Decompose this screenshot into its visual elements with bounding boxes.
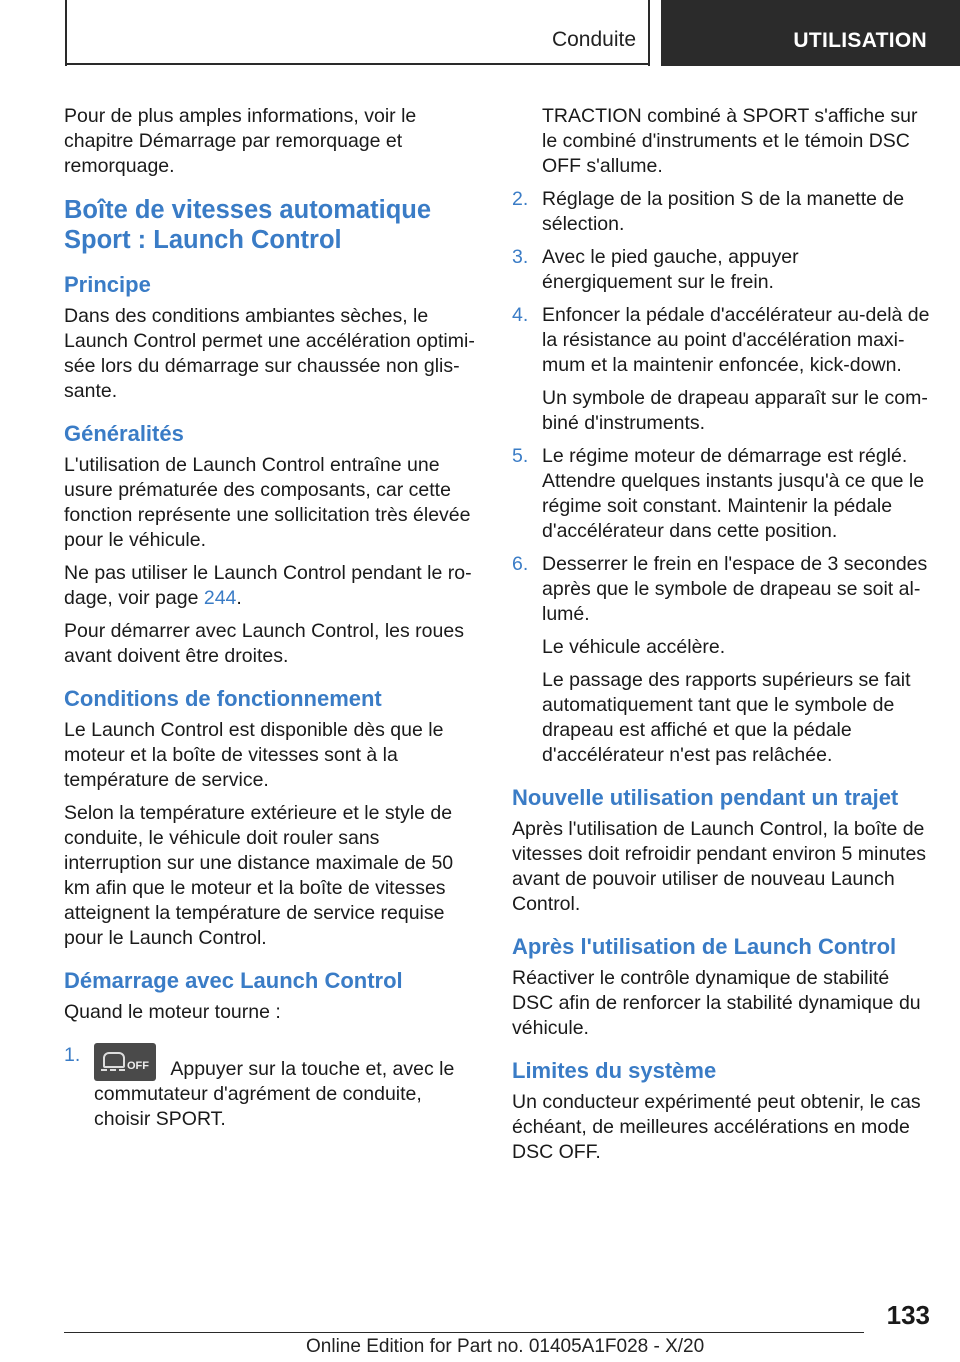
paragraph-conditions-2: Selon la température extérieure et le style de conduite, le véhicule doit rouler sans interruption sur une distance maximale de 50 km afin que le moteur et la boîte de vitesses atteignent la température de service requise pour le Launch Control.: [64, 802, 454, 949]
paragraph-generalites-2: [64, 561, 482, 611]
header-chapter-label: UTILISATION: [793, 29, 927, 52]
footer-rule: [64, 1332, 864, 1333]
step-2-text: Réglage de la position S de la manette de sélection.: [542, 188, 905, 235]
step-1-continuation: TRACTION combiné à SPORT s'affiche sur le combiné d'instruments et le témoin DSC OFF s'allume.: [542, 105, 918, 177]
step-5: [512, 444, 932, 544]
paragraph-limites: Un conducteur expérimenté peut obtenir, le cas échéant, de meilleures accélérations en mode DSC OFF.: [512, 1091, 921, 1163]
heading-demarrage: Démarrage avec Launch Control: [64, 968, 403, 993]
heading-nouvelle-utilisation: Nouvelle utilisation pendant un trajet: [512, 785, 899, 810]
step-6-note-1: Le véhicule accélère.: [542, 636, 726, 658]
heading-apres-utilisation: Après l'utilisation de Launch Control: [512, 934, 897, 959]
rodage-period: .: [236, 587, 242, 609]
step-1: [64, 1043, 482, 1132]
step-number: 6.: [512, 553, 529, 575]
step-number: 1.: [64, 1044, 81, 1066]
step-3-text: Avec le pied gauche, appuyer énergiquement sur le frein.: [542, 246, 799, 293]
heading-generalites: Généralités: [64, 421, 184, 446]
page-reference-link[interactable]: 244: [203, 587, 237, 609]
header-divider: [648, 0, 650, 66]
intro-paragraph: Pour de plus amples informations, voir le chapitre Démarrage par remorquage et remorquage.: [64, 105, 417, 177]
paragraph-apres-utilisation: Réactiver le contrôle dynamique de stabilité DSC afin de renforcer la stabilité dynamique du véhicule.: [512, 967, 921, 1039]
heading-limites: Limites du système: [512, 1058, 717, 1083]
step-3: [512, 245, 932, 295]
right-column: [512, 104, 932, 1173]
left-column: [64, 104, 482, 1140]
step-6-text: Desserrer le frein en l'espace de 3 secondes après que le symbole de drapeau se soit allumé.: [542, 553, 928, 625]
header-section-label: Conduite: [551, 28, 636, 51]
step-5-text: Le régime moteur de démarrage est réglé. Attendre quelques instants jusqu'à ce que le régime soit constant. Maintenir la pédale d'accélérateur dans cette position.: [542, 445, 925, 542]
paragraph-generalites-1: L'utilisation de Launch Control entraîne une usure prématurée des composants, car cette fonction représente une sollicitation très élevée pour le véhicule.: [64, 454, 471, 551]
paragraph-generalites-3: Pour démarrer avec Launch Control, les roues avant doivent être droites.: [64, 620, 464, 667]
paragraph-principe: Dans des conditions ambiantes sèches, le Launch Control permet une accélération optimisée lors du démarrage sur chaussée non glissante.: [64, 305, 475, 402]
step-4-note: Un symbole de drapeau apparaît sur le combiné d'instruments.: [542, 387, 928, 434]
page-title: Boîte de vitesses automatique Sport : Launch Control: [64, 196, 432, 254]
header-chapter-tab: [661, 0, 960, 66]
header-rule: [65, 63, 650, 65]
step-2: [512, 187, 932, 237]
step-6-note-2: Le passage des rapports supérieurs se fait automatiquement tant que le symbole de drapeau est affiché et que la pédale d'accélérateur n'est pas relâchée.: [542, 669, 911, 766]
paragraph-demarrage: Quand le moteur tourne :: [64, 1001, 281, 1023]
heading-principe: Principe: [64, 272, 151, 297]
header-left-line: [65, 0, 67, 66]
dsc-off-button-icon: OFF: [94, 1043, 156, 1081]
step-number: 2.: [512, 188, 529, 210]
step-1-text: Appuyer sur la touche et, avec le commutateur d'agrément de conduite, choisir SPORT.: [94, 1058, 455, 1130]
rodage-text: Ne pas utiliser le Launch Control pendant le rodage, voir page: [64, 562, 472, 609]
page-number: 133: [886, 1300, 930, 1330]
footer-edition: Online Edition for Part no. 01405A1F028 - X/20: [306, 1336, 705, 1357]
paragraph-nouvelle-utilisation: Après l'utilisation de Launch Control, la boîte de vitesses doit refroidir pendant environ 5 minutes avant de pouvoir utiliser de nouveau Launch Control.: [512, 818, 927, 915]
step-number: 3.: [512, 246, 529, 268]
step-4: [512, 303, 932, 378]
step-number: 4.: [512, 304, 529, 326]
heading-conditions: Conditions de fonctionnement: [64, 686, 382, 711]
step-number: 5.: [512, 445, 529, 467]
paragraph-conditions-1: Le Launch Control est disponible dès que le moteur et la boîte de vitesses sont à la température de service.: [64, 719, 444, 791]
step-4-text: Enfoncer la pédale d'accélérateur au-delà de la résistance au point d'accélération maximum et la maintenir enfoncée, kick-down.: [542, 304, 930, 376]
step-6: [512, 552, 932, 627]
